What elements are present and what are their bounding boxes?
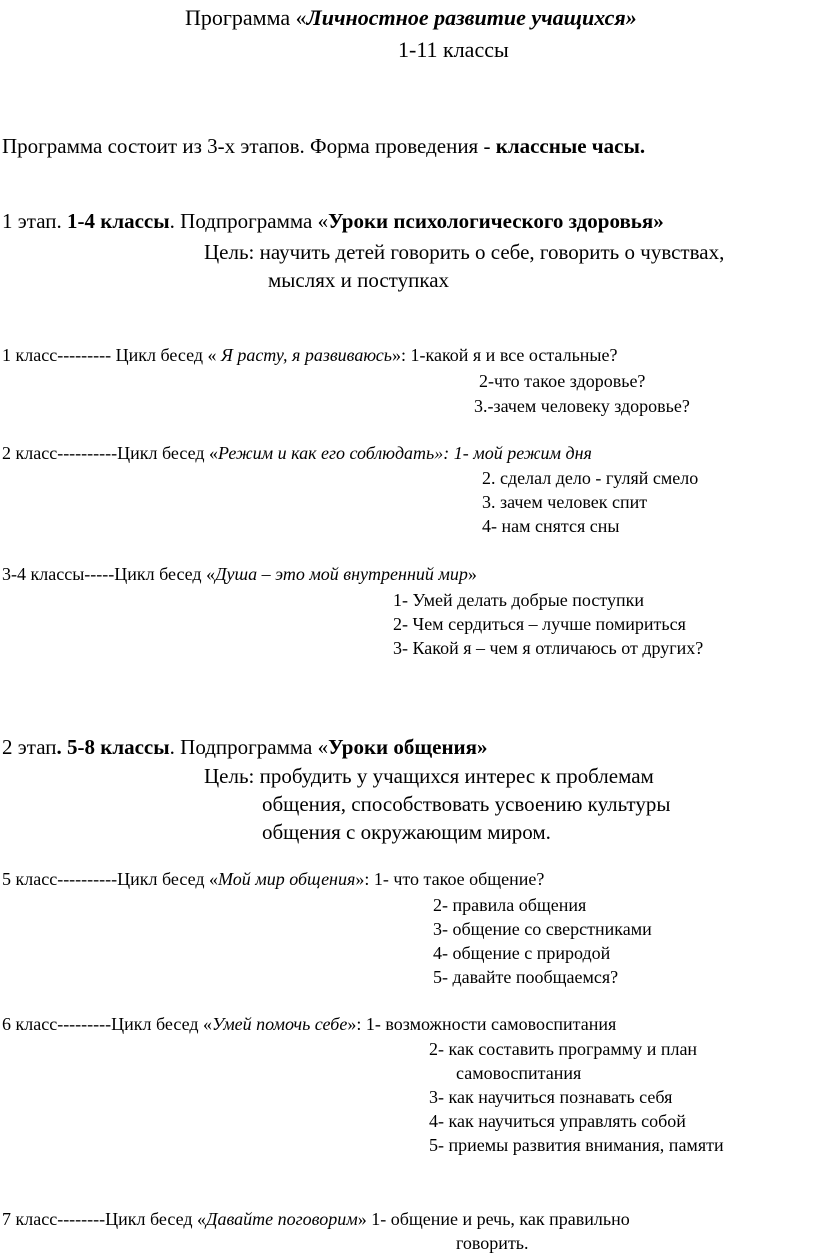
class7-topic-item: говорить. [456,1233,529,1253]
class6-topic-item: 4- как научиться управлять собой [429,1111,686,1131]
class6-cycle: 6 класс---------Цикл бесед «Умей помочь себе»: 1- возможности самовоспитания [2,1014,617,1034]
class5-topic-item: 2- правила общения [433,895,587,915]
class1-cycle: 1 класс--------- Цикл бесед « Я расту, я развиваюсь»: 1-какой я и все остальные? [2,345,618,365]
class6-topic-item: 3- как научиться познавать себя [429,1087,673,1107]
document-grades: 1-11 классы [398,37,509,62]
class34-cycle: 3-4 классы-----Цикл бесед «Душа – это мой внутренний мир» [2,564,477,584]
class5-topic-item: 4- общение с природой [433,943,611,963]
stage1-goal-line: Цель: научить детей говорить о себе, говорить о чувствах, [204,240,725,264]
stage2-goal-line: общения, способствовать усвоению культуры [262,792,671,816]
class2-cycle: 2 класс----------Цикл бесед «Режим и как его соблюдать»: 1- мой режим дня [2,443,592,463]
stage1-goal-line: мыслях и поступках [268,268,450,292]
stage1-heading: 1 этап. 1-4 классы. Подпрограмма «Уроки психологического здоровья» [2,209,664,233]
class5-cycle: 5 класс----------Цикл бесед «Мой мир общения»: 1- что такое общение? [2,869,545,889]
class34-topic-item: 1- Умей делать добрые поступки [393,590,645,610]
class34-topic-item: 3- Какой я – чем я отличаюсь от других? [393,638,704,658]
class6-topic-item: 2- как составить программу и план [429,1039,698,1059]
class5-topic-item: 5- давайте пообщаемся? [433,967,619,987]
stage2-goal-line: Цель: пробудить у учащихся интерес к проблемам [204,764,654,788]
class2-topic-item: 2. сделал дело - гуляй смело [482,468,699,488]
class34-topic-item: 2- Чем сердиться – лучше помириться [393,614,686,634]
class2-topic-item: 4- нам снятся сны [482,516,620,536]
class6-topic-item: самовоспитания [456,1063,582,1083]
class1-topic-item: 2-что такое здоровье? [479,371,646,391]
class1-topic-item: 3.-зачем человеку здоровье? [474,396,690,416]
stage2-heading: 2 этап. 5-8 классы. Подпрограмма «Уроки общения» [2,735,488,759]
intro-paragraph: Программа состоит из 3-х этапов. Форма проведения - классные часы. [2,134,646,158]
class5-topic-item: 3- общение со сверстниками [433,919,652,939]
document-title: Программа «Личностное развитие учащихся» [185,5,637,30]
class6-topic-item: 5- приемы развития внимания, памяти [429,1135,724,1155]
class7-cycle: 7 класс--------Цикл бесед «Давайте поговорим» 1- общение и речь, как правильно [2,1209,630,1229]
stage2-goal-line: общения с окружающим миром. [262,820,551,844]
class2-topic-item: 3. зачем человек спит [482,492,648,512]
